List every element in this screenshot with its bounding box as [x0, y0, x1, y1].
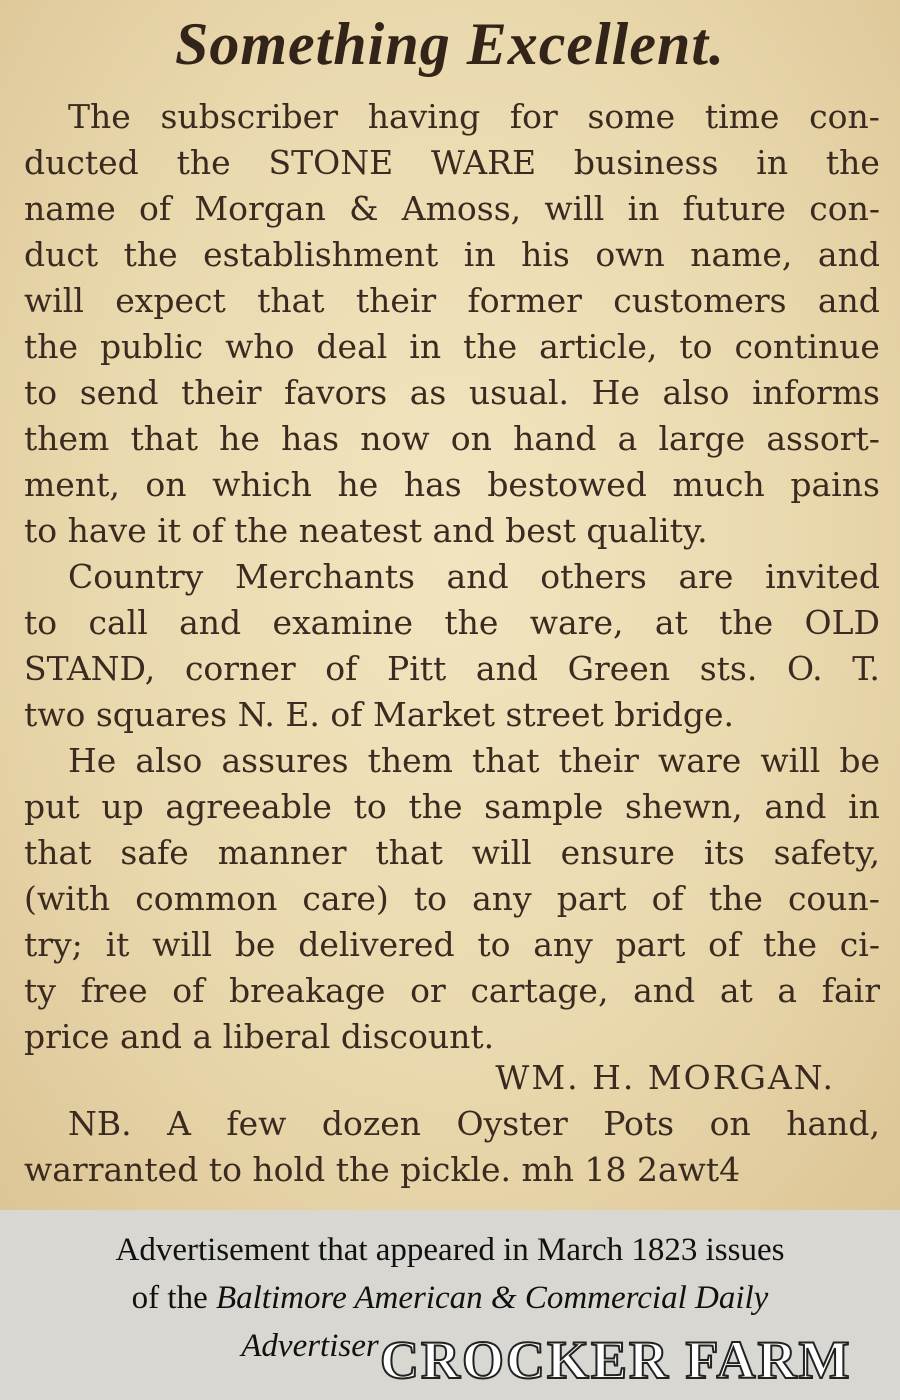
word: corner — [184, 649, 296, 688]
text-line: warranted to hold the pickle. mh 18 2awt4 — [24, 1150, 741, 1189]
word: He — [68, 741, 117, 780]
word: part — [556, 879, 627, 918]
word: also — [135, 741, 203, 780]
word: the — [763, 925, 818, 964]
word: or — [410, 971, 446, 1010]
word: will — [152, 925, 213, 964]
word: breakage — [229, 971, 386, 1010]
word: are — [678, 557, 734, 596]
word: its — [703, 833, 745, 872]
word: Merchants — [234, 557, 415, 596]
word: try; — [24, 925, 83, 964]
word: in — [848, 787, 880, 826]
word: them — [24, 419, 110, 458]
word: STAND, — [24, 649, 156, 688]
word: of — [139, 189, 172, 228]
word: will — [471, 833, 532, 872]
word: fair — [821, 971, 880, 1010]
word: STONE — [268, 143, 394, 182]
text-line: two squares N. E. of Market street bridge. — [24, 695, 734, 734]
word: and — [817, 235, 880, 274]
word: to — [477, 925, 511, 964]
text-line — [24, 784, 880, 830]
word: subscriber — [160, 97, 338, 136]
caption-line: of the Baltimore American & Commercial Daily — [131, 1280, 769, 1316]
word: customers — [613, 281, 787, 320]
word: and — [764, 787, 827, 826]
word: will — [24, 281, 84, 320]
word: assures — [221, 741, 349, 780]
word: assort- — [766, 419, 880, 458]
word: he — [337, 465, 379, 504]
word: continue — [734, 327, 880, 366]
word: article, — [539, 327, 658, 366]
word: safe — [120, 833, 189, 872]
text-line — [24, 830, 880, 876]
word: public — [100, 327, 204, 366]
text-line — [24, 278, 880, 324]
word: own — [595, 235, 665, 274]
word: pains — [790, 465, 880, 504]
word: sts. — [699, 649, 758, 688]
word: that — [130, 419, 198, 458]
word: establishment — [203, 235, 439, 274]
word: (with — [24, 879, 111, 918]
word: on — [450, 419, 492, 458]
word: them — [367, 741, 453, 780]
word: at — [719, 971, 753, 1010]
word: as — [409, 373, 447, 412]
word: cartage, — [470, 971, 609, 1010]
text-line — [24, 324, 880, 370]
word: duct — [24, 235, 99, 274]
word: for — [509, 97, 558, 136]
word: of — [708, 925, 741, 964]
word: on — [709, 1104, 751, 1143]
word: Oyster — [456, 1104, 568, 1143]
word: Country — [68, 557, 204, 596]
caption-line: Advertisement that appeared in March 1823 issues — [115, 1232, 785, 1268]
word: and — [475, 649, 538, 688]
word: also — [662, 373, 730, 412]
word: deal — [316, 327, 388, 366]
word: ty — [24, 971, 56, 1010]
word: the — [408, 787, 463, 826]
word: ment, — [24, 465, 120, 504]
word: ci- — [839, 925, 880, 964]
word: in — [756, 143, 789, 182]
word: ensure — [560, 833, 675, 872]
word: The — [68, 97, 131, 136]
text-line — [68, 94, 880, 140]
text-line — [24, 140, 880, 186]
word: has — [281, 419, 340, 458]
word: O. — [786, 649, 823, 688]
word: ware — [658, 741, 742, 780]
word: WARE — [431, 143, 537, 182]
word: shewn, — [624, 787, 743, 826]
word: Pitt — [387, 649, 447, 688]
word: large — [658, 419, 746, 458]
word: to — [413, 879, 447, 918]
word: in — [627, 189, 660, 228]
word: up — [101, 787, 144, 826]
word: much — [672, 465, 765, 504]
word: the — [24, 327, 79, 366]
word: con- — [809, 97, 880, 136]
word: OLD — [804, 603, 880, 642]
word: dozen — [321, 1104, 422, 1143]
text-line — [24, 646, 880, 692]
word: has — [403, 465, 462, 504]
word: any — [472, 879, 532, 918]
signature: WM. H. MORGAN. — [495, 1058, 835, 1097]
word: of — [651, 879, 684, 918]
crocker-farm-logo: CROCKER FARM — [380, 1330, 852, 1390]
word: be — [839, 741, 880, 780]
word: their — [355, 281, 437, 320]
word: who — [225, 327, 295, 366]
caption-line: Advertiser — [241, 1328, 379, 1364]
word: it — [105, 925, 130, 964]
word: A — [167, 1104, 191, 1143]
word: informs — [752, 373, 880, 412]
word: the — [123, 235, 178, 274]
text-line — [24, 876, 880, 922]
word: former — [467, 281, 582, 320]
word: at — [654, 603, 688, 642]
word: their — [558, 741, 639, 780]
word: coun- — [787, 879, 880, 918]
word: others — [540, 557, 647, 596]
word: and — [179, 603, 242, 642]
word: the — [463, 327, 518, 366]
text-line: price and a liberal discount. — [24, 1017, 495, 1056]
word: usual. — [468, 373, 570, 412]
word: business — [573, 143, 719, 182]
word: Pots — [603, 1104, 675, 1143]
word: NB. — [68, 1104, 132, 1143]
word: a — [777, 971, 798, 1010]
word: to — [24, 603, 58, 642]
ad-title: Something Excellent. — [174, 11, 726, 77]
word: and — [446, 557, 509, 596]
word: care) — [302, 879, 389, 918]
word: safety, — [773, 833, 880, 872]
word: delivered — [298, 925, 455, 964]
word: put — [24, 787, 80, 826]
text-line — [24, 416, 880, 462]
word: hand — [513, 419, 597, 458]
word: his — [521, 235, 570, 274]
word: bestowed — [487, 465, 647, 504]
word: that — [472, 741, 540, 780]
word: Amoss, — [401, 189, 522, 228]
word: which — [212, 465, 312, 504]
word: time — [704, 97, 780, 136]
word: to — [679, 327, 713, 366]
word: that — [257, 281, 325, 320]
word: he — [219, 419, 260, 458]
word: name — [24, 189, 116, 228]
word: on — [145, 465, 187, 504]
word: and — [817, 281, 880, 320]
word: that — [24, 833, 92, 872]
word: Green — [567, 649, 671, 688]
text-line — [68, 738, 880, 784]
word: will — [544, 189, 605, 228]
word: to — [353, 787, 387, 826]
word: and — [633, 971, 696, 1010]
word: now — [360, 419, 430, 458]
word: He — [591, 373, 640, 412]
word: common — [135, 879, 278, 918]
word: the — [708, 879, 763, 918]
word: having — [367, 97, 481, 136]
word: the — [825, 143, 880, 182]
word: of — [325, 649, 358, 688]
word: expect — [115, 281, 226, 320]
word: agreeable — [165, 787, 332, 826]
word: con- — [809, 189, 880, 228]
word: invited — [765, 557, 880, 596]
word: to — [24, 373, 58, 412]
word: the — [719, 603, 774, 642]
word: & — [349, 189, 379, 228]
text-line — [24, 922, 880, 968]
word: some — [587, 97, 676, 136]
word: the — [444, 603, 499, 642]
word: ware, — [529, 603, 624, 642]
word: any — [533, 925, 593, 964]
text-line — [68, 1101, 880, 1147]
text-line: to have it of the neatest and best quality. — [24, 511, 708, 550]
text-line — [68, 554, 880, 600]
text-line — [24, 186, 880, 232]
word: call — [88, 603, 148, 642]
text-line — [24, 968, 880, 1014]
word: Morgan — [194, 189, 326, 228]
word: free — [80, 971, 148, 1010]
word: part — [615, 925, 686, 964]
word: manner — [217, 833, 347, 872]
word: of — [172, 971, 205, 1010]
word: favors — [284, 373, 388, 412]
text-line — [24, 370, 880, 416]
word: name, — [690, 235, 793, 274]
word: future — [682, 189, 786, 228]
word: examine — [272, 603, 413, 642]
word: a — [617, 419, 638, 458]
word: be — [234, 925, 276, 964]
word: in — [409, 327, 442, 366]
word: hand, — [786, 1104, 880, 1143]
word: their — [181, 373, 262, 412]
word: send — [79, 373, 159, 412]
word: T. — [852, 649, 880, 688]
word: ducted — [24, 143, 139, 182]
text-line — [24, 600, 880, 646]
word: will — [760, 741, 821, 780]
text-line — [24, 462, 880, 508]
word: few — [226, 1104, 287, 1143]
text-line — [24, 232, 880, 278]
word: sample — [484, 787, 604, 826]
word: that — [375, 833, 443, 872]
word: the — [176, 143, 231, 182]
word: in — [463, 235, 496, 274]
